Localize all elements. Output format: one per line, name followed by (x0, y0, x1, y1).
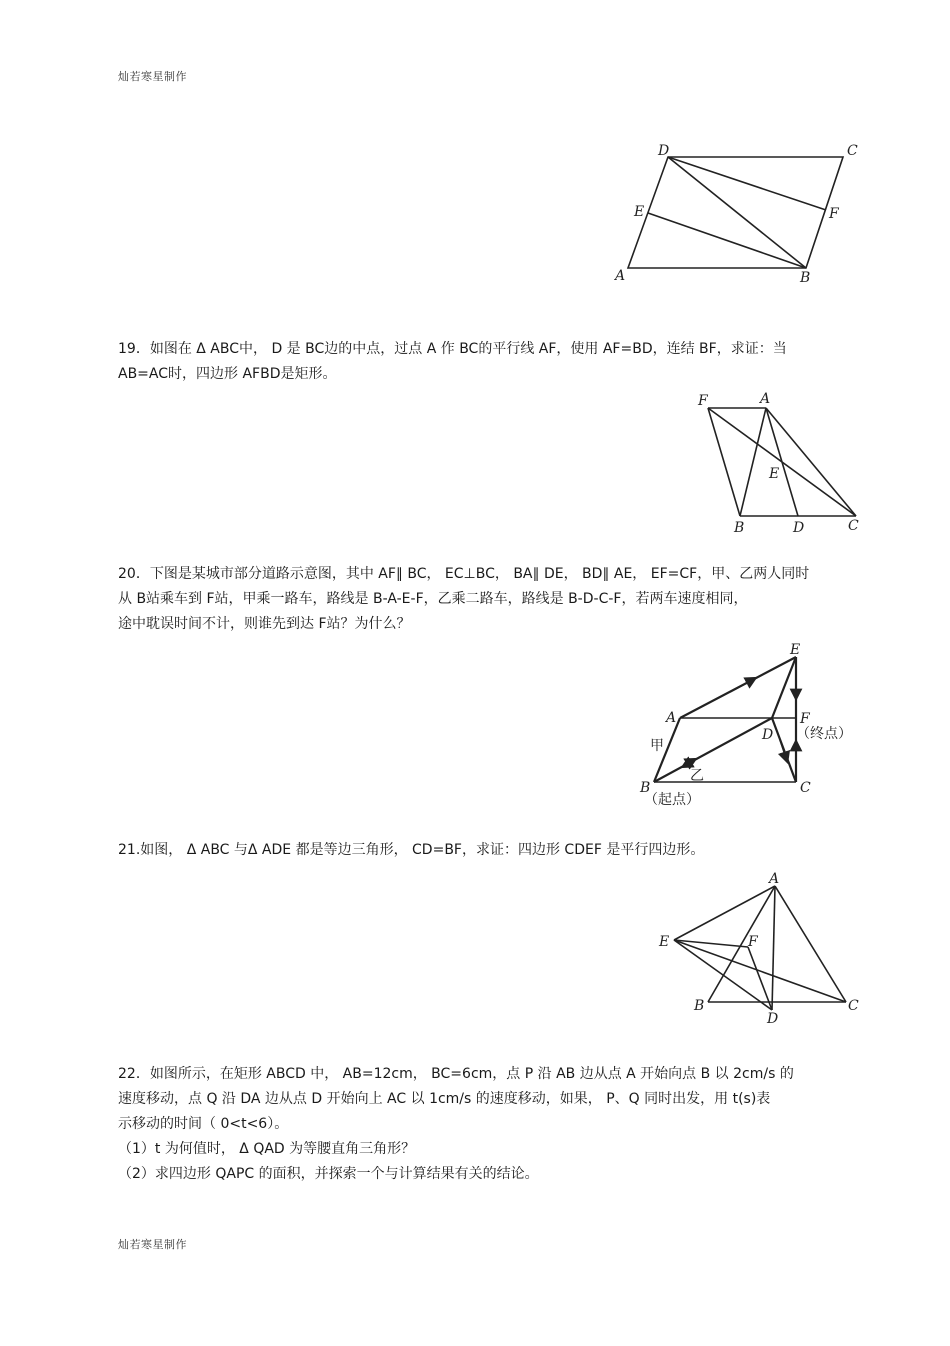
label-d: D (767, 1011, 779, 1027)
problem-20-line-3: 途中耽误时间不计，则谁先到达 F站？为什么？ (118, 616, 411, 632)
segment-eb (648, 213, 806, 268)
arrow-bd-2 (686, 757, 700, 765)
segment-fb (708, 408, 740, 516)
label-e: E (634, 204, 645, 220)
label-f: F (748, 934, 758, 950)
figure-21 (650, 870, 870, 1030)
problem-21 (118, 838, 860, 863)
label-c: C (848, 518, 859, 534)
problem-22-line-2: 速度移动，点 Q 沿 DA 边从点 D 开始向上 AC 以 1cm/s 的速度移动，如果， P、Q 同时出发，用 t(s)表 (118, 1091, 771, 1107)
end-point-label: （终点） (796, 726, 852, 742)
label-c: C (848, 998, 859, 1014)
problem-21-line-1: 21.如图， Δ ABC 与Δ ADE 都是等边三角形， CD=BF，求证：四边形 CDEF 是平行四边形。 (118, 842, 705, 858)
segment-ad (766, 408, 798, 516)
parallelogram-abcd (628, 157, 843, 268)
segment-ad (772, 886, 775, 1010)
arrow-ae (730, 680, 752, 692)
problem-19 (118, 337, 860, 387)
route-yi-label: 乙 (690, 768, 704, 784)
label-d: D (762, 727, 774, 743)
problem-19-line-2: AB=AC时，四边形 AFBD是矩形。 (118, 366, 337, 382)
segment-ed (674, 940, 772, 1010)
label-f: F (829, 206, 839, 222)
problem-22 (118, 1062, 860, 1187)
segment-de (772, 657, 796, 718)
segment-ac (766, 408, 856, 516)
label-c: C (847, 143, 858, 159)
label-f: F (698, 393, 708, 409)
label-a: A (760, 391, 771, 407)
problem-22-line-5: （2）求四边形 QAPC 的面积，并探索一个与计算结果有关的结论。 (118, 1166, 539, 1182)
label-a: A (615, 268, 626, 284)
label-a: A (769, 871, 780, 887)
route-jia-label: 甲 (650, 738, 664, 754)
segment-ac (775, 886, 846, 1002)
segment-ab (740, 408, 766, 516)
problem-22-line-3: 示移动的时间（ 0<t<6）。 (118, 1116, 289, 1132)
parallelogram-figure (600, 138, 870, 288)
start-point-label: （起点） (644, 792, 700, 808)
label-b: B (640, 780, 651, 796)
header-watermark: 灿若寒星制作 (118, 70, 187, 83)
problem-20 (118, 562, 860, 637)
label-a: A (666, 710, 677, 726)
footer-watermark: 灿若寒星制作 (118, 1238, 187, 1251)
figure-20 (630, 640, 870, 810)
label-d: D (793, 520, 805, 536)
segment-ec (674, 940, 846, 1002)
label-e: E (659, 934, 670, 950)
label-d: D (658, 143, 670, 159)
problem-20-line-1: 20．下图是某城市部分道路示意图，其中 AF∥ BC， EC⊥BC， BA∥ DE， BD∥ AE， EF=CF，甲、乙两人同时 (118, 566, 810, 582)
label-b: B (800, 270, 811, 286)
arrow-dc (780, 740, 786, 758)
problem-22-line-1: 22．如图所示，在矩形 ABCD 中， AB=12cm， BC=6cm，点 P 沿 AB 边从点 A 开始向点 B 以 2cm/s 的 (118, 1066, 794, 1082)
label-e: E (790, 642, 801, 658)
label-b: B (694, 998, 705, 1014)
figure-19 (690, 388, 870, 538)
problem-19-line-1: 19．如图在 Δ ABC中， D 是 BC边的中点，过点 A 作 BC的平行线 AF，使用 AF=BD，连结 BF，求证：当 (118, 341, 787, 357)
label-b: B (734, 520, 745, 536)
segment-db (668, 157, 806, 268)
problem-20-line-2: 从 B站乘车到 F站，甲乘一路车，路线是 B-A-E-F，乙乘二路车，路线是 B-D-C-F，若两车速度相同， (118, 591, 748, 607)
label-f: F (800, 711, 810, 727)
segment-df (668, 157, 826, 210)
segment-bd (654, 718, 772, 782)
problem-22-line-4: （1）t 为何值时， Δ QAD 为等腰直角三角形？ (118, 1141, 416, 1157)
label-c: C (800, 780, 811, 796)
label-e: E (769, 466, 780, 482)
